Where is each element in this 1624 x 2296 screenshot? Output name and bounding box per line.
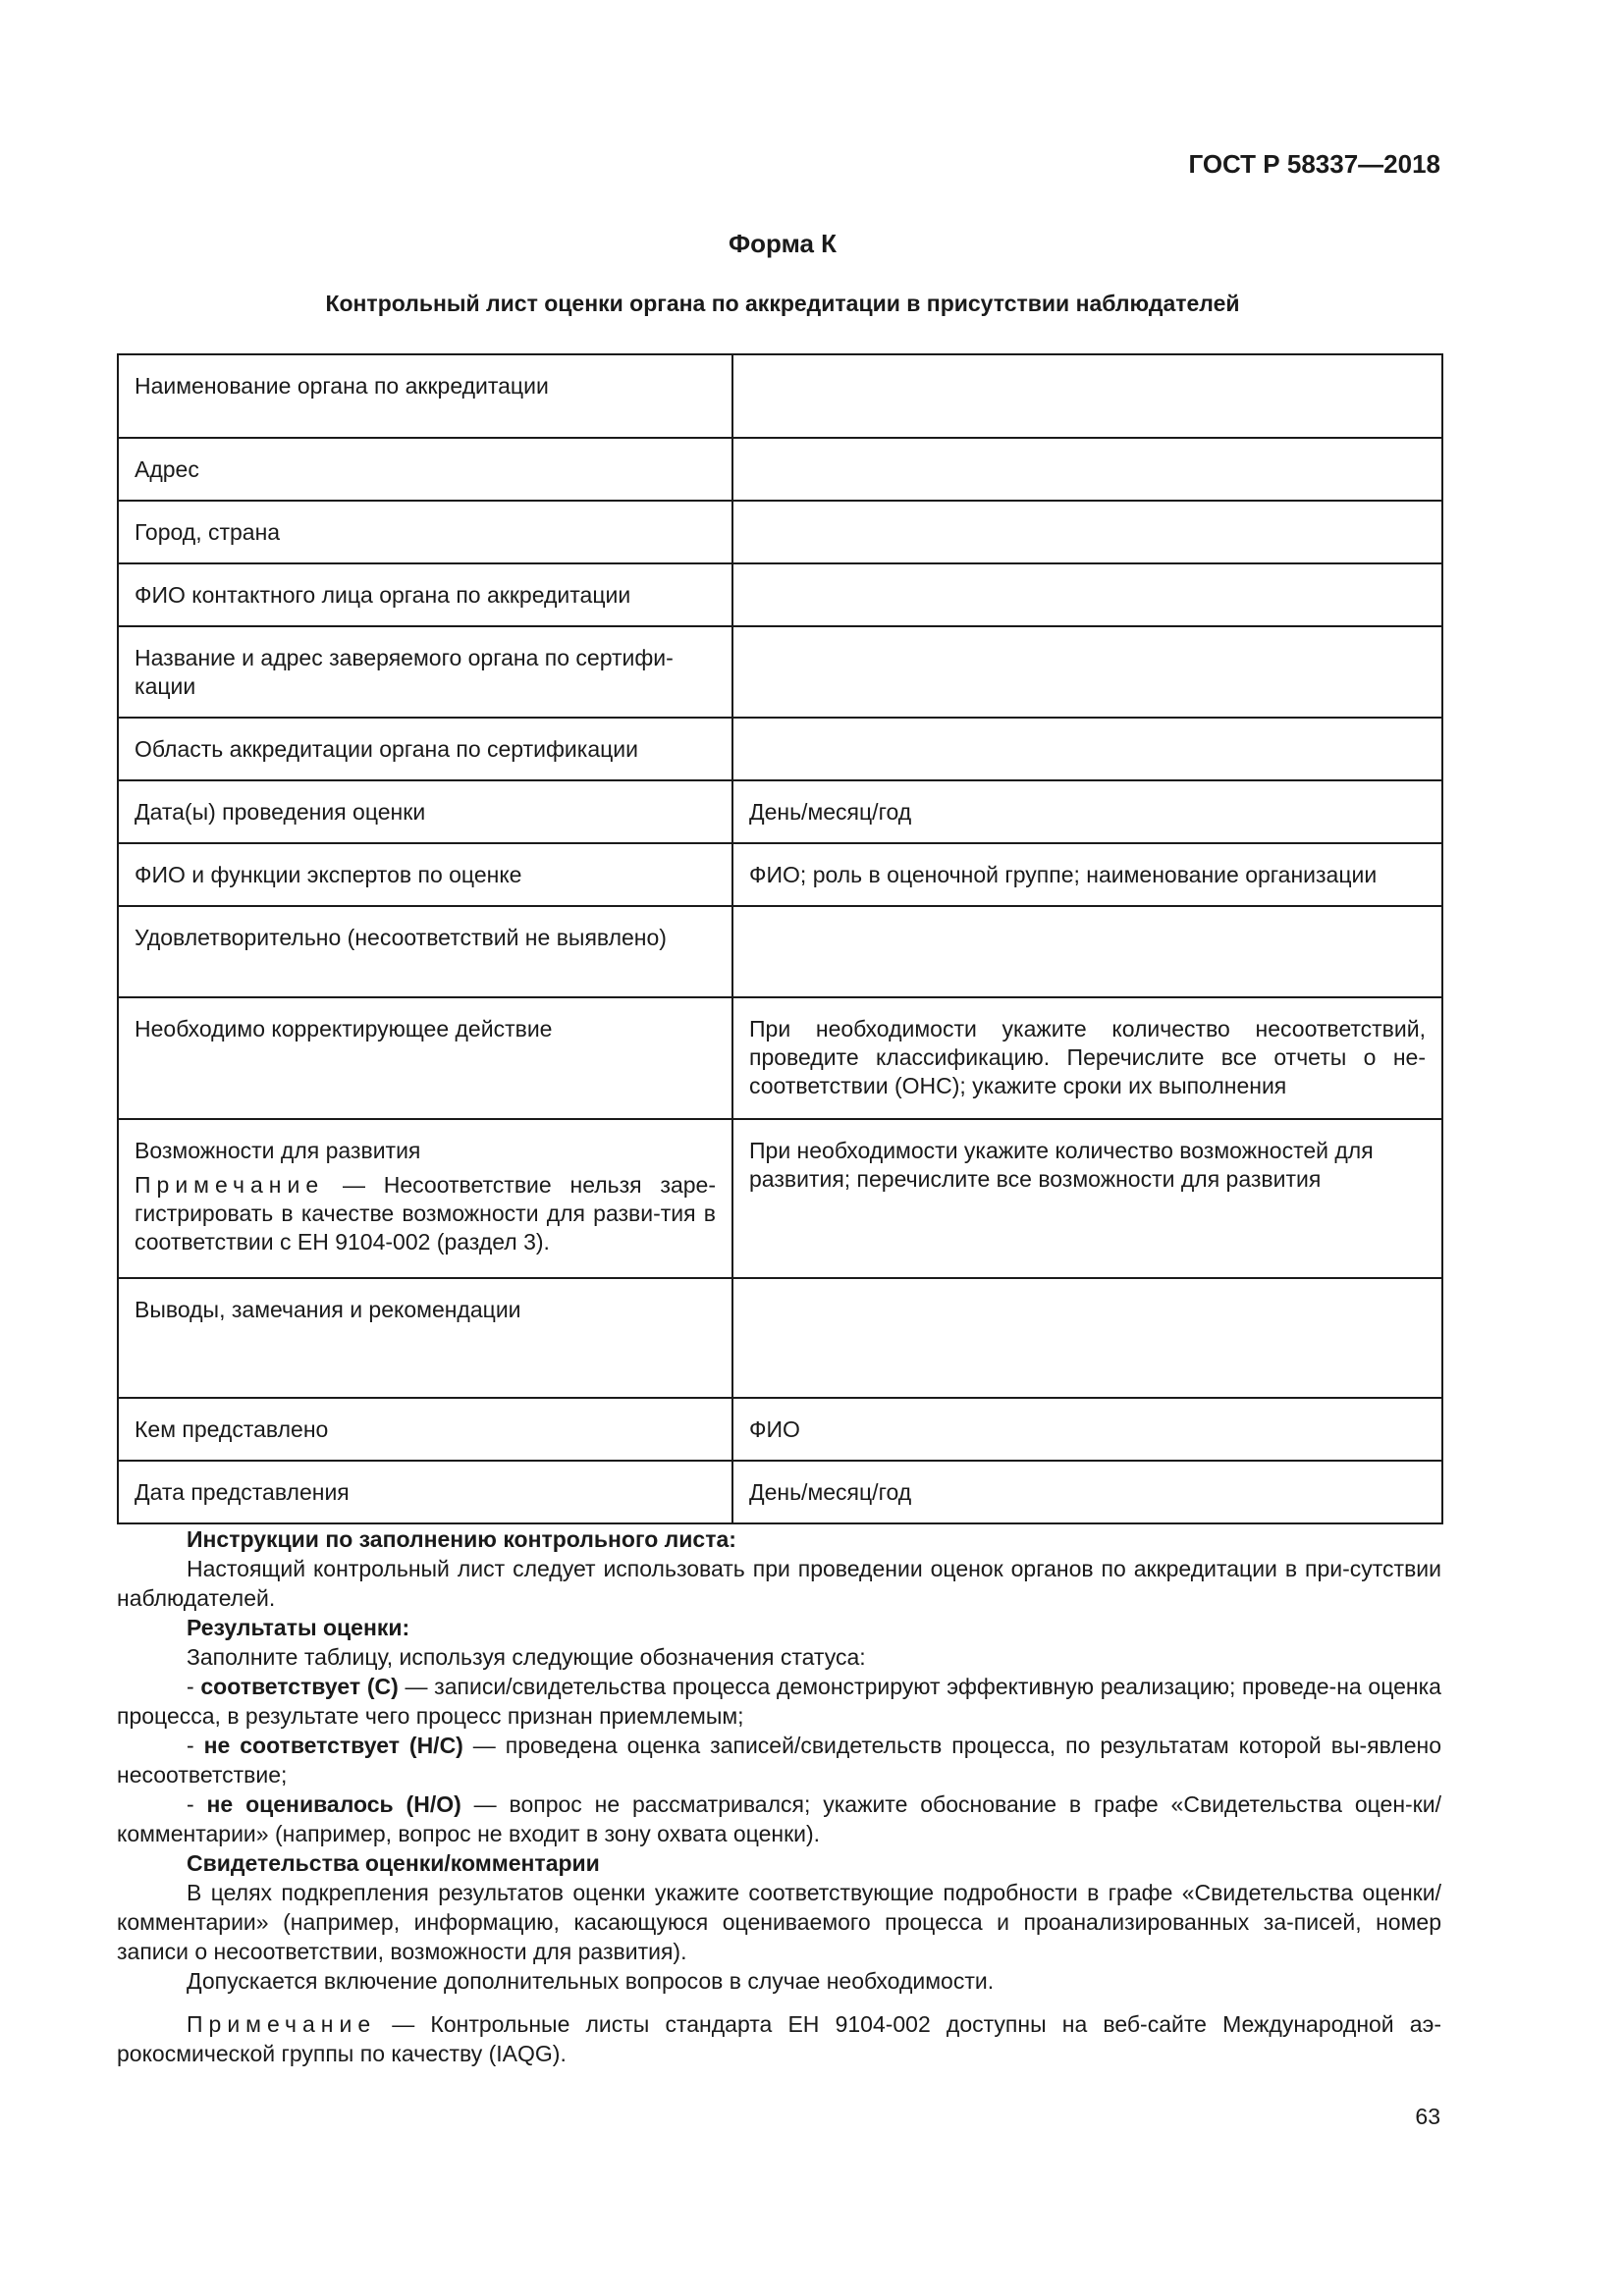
note-label: Примечание [135,1172,325,1198]
row-value: ФИО; роль в оценочной группе; наименование организации [732,843,1442,906]
row-label: Наименование органа по аккредитации [118,354,732,438]
note-text: — Контрольные листы стандарта ЕН 9104-002 доступны на веб-сайте Международной аэ-рокосмической группы по качеству (IAQG). [117,2011,1441,2066]
table-row [118,1398,1442,1461]
form-subtitle: Контрольный лист оценки органа по аккредитации в присутствии наблюдателей [325,291,1240,316]
table-row [118,1119,1442,1278]
table-row [118,626,1442,718]
row-label: Адрес [118,438,732,501]
row-label: Выводы, замечания и рекомендации [118,1278,732,1398]
row-label-with-note [118,1119,732,1278]
status-item: - не оценивалось (Н/О) — вопрос не рассматривался; укажите обоснование в графе «Свидетельства оцен-ки/комментарии» (например, вопрос не входит в зону охвата оценки). [117,1791,1441,1846]
document-id: ГОСТ Р 58337—2018 [1188,149,1440,179]
table-row [118,843,1442,906]
row-label: Удовлетворительно (несоответствий не выявлено) [118,906,732,997]
table-row [118,563,1442,626]
table-row [118,718,1442,780]
row-value: ФИО [732,1398,1442,1461]
row-label: Возможности для развития [135,1138,421,1163]
table-row [118,1278,1442,1398]
form-title: Форма К [728,229,838,258]
table-row [118,438,1442,501]
instructions-intro: Настоящий контрольный лист следует использовать при проведении оценок органов по аккредитации в при-сутствии наблюдателей. [117,1556,1441,1611]
evidence-text: В целях подкрепления результатов оценки укажите соответствующие подробности в графе «Свидетельства оценки/комментарии» (например, информацию, касающуюся оцениваемого процесса и проанализированных за-писей, номер записи о несоответствии, возможности для развития). [117,1880,1441,1964]
row-value [732,718,1442,780]
row-value [732,501,1442,563]
note-text: — Несоответствие нельзя заре-гистрировать в качестве возможности для разви-тия в соответствии с ЕН 9104-002 (раздел 3). [135,1172,717,1255]
status-term: соответствует (С) [200,1674,399,1699]
row-label: Дата(ы) проведения оценки [118,780,732,843]
row-value [732,906,1442,997]
extra-text: Допускается включение дополнительных вопросов в случае необходимости. [187,1968,995,1994]
status-item: - не соответствует (Н/С) — проведена оценка записей/свидетельств процесса, по результатам которой вы-явлено несоответствие; [117,1733,1441,1788]
instructions-heading: Инструкции по заполнению контрольного листа: [187,1526,736,1552]
table-row [118,1461,1442,1523]
row-value [732,1278,1442,1398]
instructions-section [117,1524,1441,2068]
row-label: Область аккредитации органа по сертификации [118,718,732,780]
row-value [732,438,1442,501]
row-value: При необходимости укажите количество несоответствий, проведите классификацию. Перечислите все отчеты о не-соответствии (ОНС); укажите сроки их выполнения [732,997,1442,1119]
row-label: Город, страна [118,501,732,563]
row-label: Дата представления [118,1461,732,1523]
table-row [118,780,1442,843]
row-value: День/месяц/год [732,780,1442,843]
checklist-table [117,353,1443,1524]
row-note [135,1171,716,1256]
row-label: ФИО контактного лица органа по аккредитации [118,563,732,626]
status-term: не соответствует (Н/С) [203,1733,463,1758]
page-number: 63 [1415,2104,1440,2129]
row-label: ФИО и функции экспертов по оценке [118,843,732,906]
row-label: Название и адрес заверяемого органа по сертифи-кации [118,626,732,718]
results-heading: Результаты оценки: [187,1615,410,1640]
note-label: Примечание [187,2011,377,2037]
row-value [732,626,1442,718]
row-value: При необходимости укажите количество возможностей для развития; перечислите все возможности для развития [732,1119,1442,1278]
footnote [117,2009,1441,2068]
row-value: День/месяц/год [732,1461,1442,1523]
row-label: Кем представлено [118,1398,732,1461]
table-row [118,997,1442,1119]
table-row [118,354,1442,438]
status-item: - соответствует (С) — записи/свидетельства процесса демонстрируют эффективную реализацию; проведе-на оценка процесса, в результате чего процесс признан приемлемым; [117,1674,1441,1729]
evidence-heading: Свидетельства оценки/комментарии [187,1850,600,1876]
row-label: Необходимо корректирующее действие [118,997,732,1119]
results-intro: Заполните таблицу, используя следующие обозначения статуса: [187,1644,866,1670]
row-value [732,563,1442,626]
table-row [118,501,1442,563]
row-value [732,354,1442,438]
status-term: не оценивалось (Н/О) [206,1791,461,1817]
table-row [118,906,1442,997]
